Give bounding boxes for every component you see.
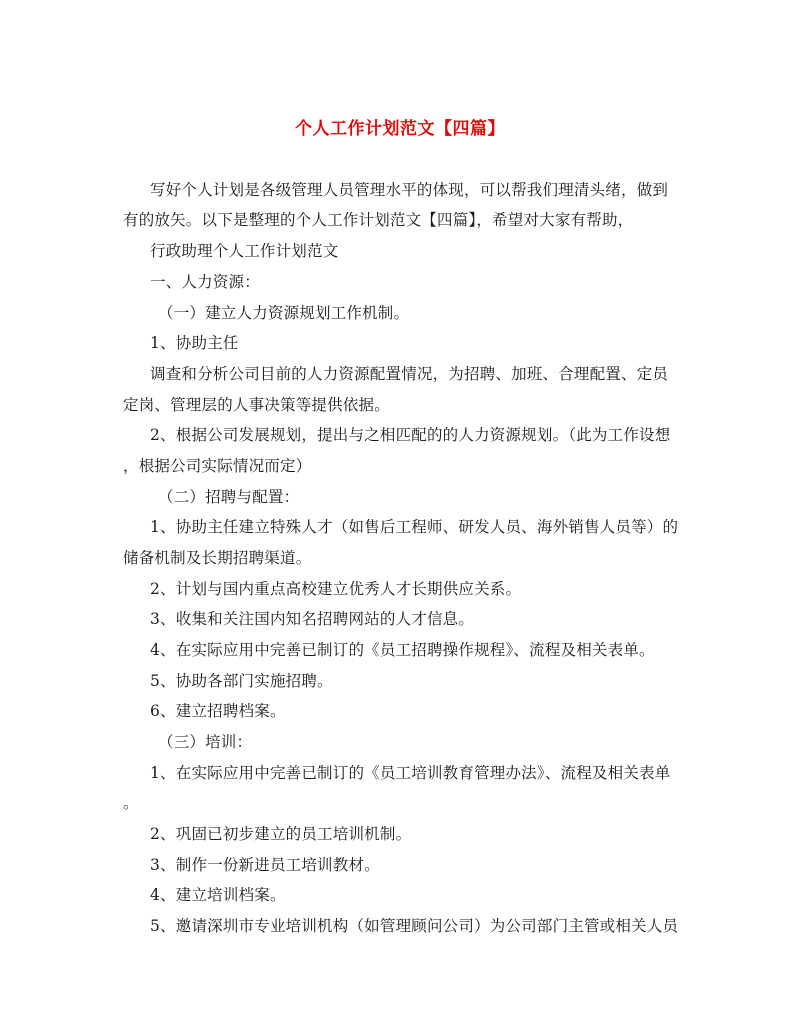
paragraph-line: 调查和分析公司目前的人力资源配置情况，为招聘、加班、合理配置、定员 [150, 365, 669, 383]
paragraph-line: 写好个人计划是各级管理人员管理水平的体现，可以帮我们理清头绪，做到 [150, 181, 669, 199]
paragraph-line: 1、协助主任 [150, 334, 239, 352]
paragraph-line: 储备机制及长期招聘渠道。 [123, 549, 312, 567]
paragraph-line: 2、计划与国内重点高校建立优秀人才长期供应关系。 [150, 580, 522, 598]
paragraph-line: 定岗、管理层的人事决策等提供依据。 [123, 396, 390, 414]
subsection-heading: （一）建立人力资源规划工作机制。 [158, 304, 410, 322]
paragraph-line: 5、邀请深圳市专业培训机构（如管理顾问公司）为公司部门主管或相关人员 [150, 917, 679, 935]
paragraph-line: 2、根据公司发展规划，提出与之相匹配的的人力资源规划。（此为工作设想 [150, 426, 671, 444]
paragraph-line: 4、建立培训档案。 [150, 886, 286, 904]
paragraph-line: ，根据公司实际情况而定） [123, 457, 312, 475]
subsection-heading: （二）招聘与配置： [158, 488, 300, 506]
document-title: 个人工作计划范文【四篇】 [295, 119, 505, 139]
paragraph-line: 有的放矢。以下是整理的个人工作计划范文【四篇】，希望对大家有帮助， [123, 211, 634, 229]
paragraph-line: 行政助理个人工作计划范文 [150, 242, 339, 260]
subsection-heading: （三）培训： [158, 733, 253, 751]
paragraph-line: 。 [123, 794, 139, 812]
paragraph-line: 1、协助主任建立特殊人才（如售后工程师、研发人员、海外销售人员等）的 [150, 518, 679, 536]
paragraph-line: 1、在实际应用中完善已制订的《员工培训教育管理办法》、流程及相关表单 [150, 764, 671, 782]
paragraph-line: 3、制作一份新进员工培训教材。 [150, 856, 380, 874]
paragraph-line: 6、建立招聘档案。 [150, 702, 286, 720]
section-heading: 一、人力资源： [150, 273, 260, 291]
paragraph-line: 4、在实际应用中完善已制订的《员工招聘操作规程》、流程及相关表单。 [150, 641, 655, 659]
paragraph-line: 3、收集和关注国内知名招聘网站的人才信息。 [150, 610, 475, 628]
paragraph-line: 5、协助各部门实施招聘。 [150, 672, 333, 690]
paragraph-line: 2、巩固已初步建立的员工培训机制。 [150, 825, 412, 843]
